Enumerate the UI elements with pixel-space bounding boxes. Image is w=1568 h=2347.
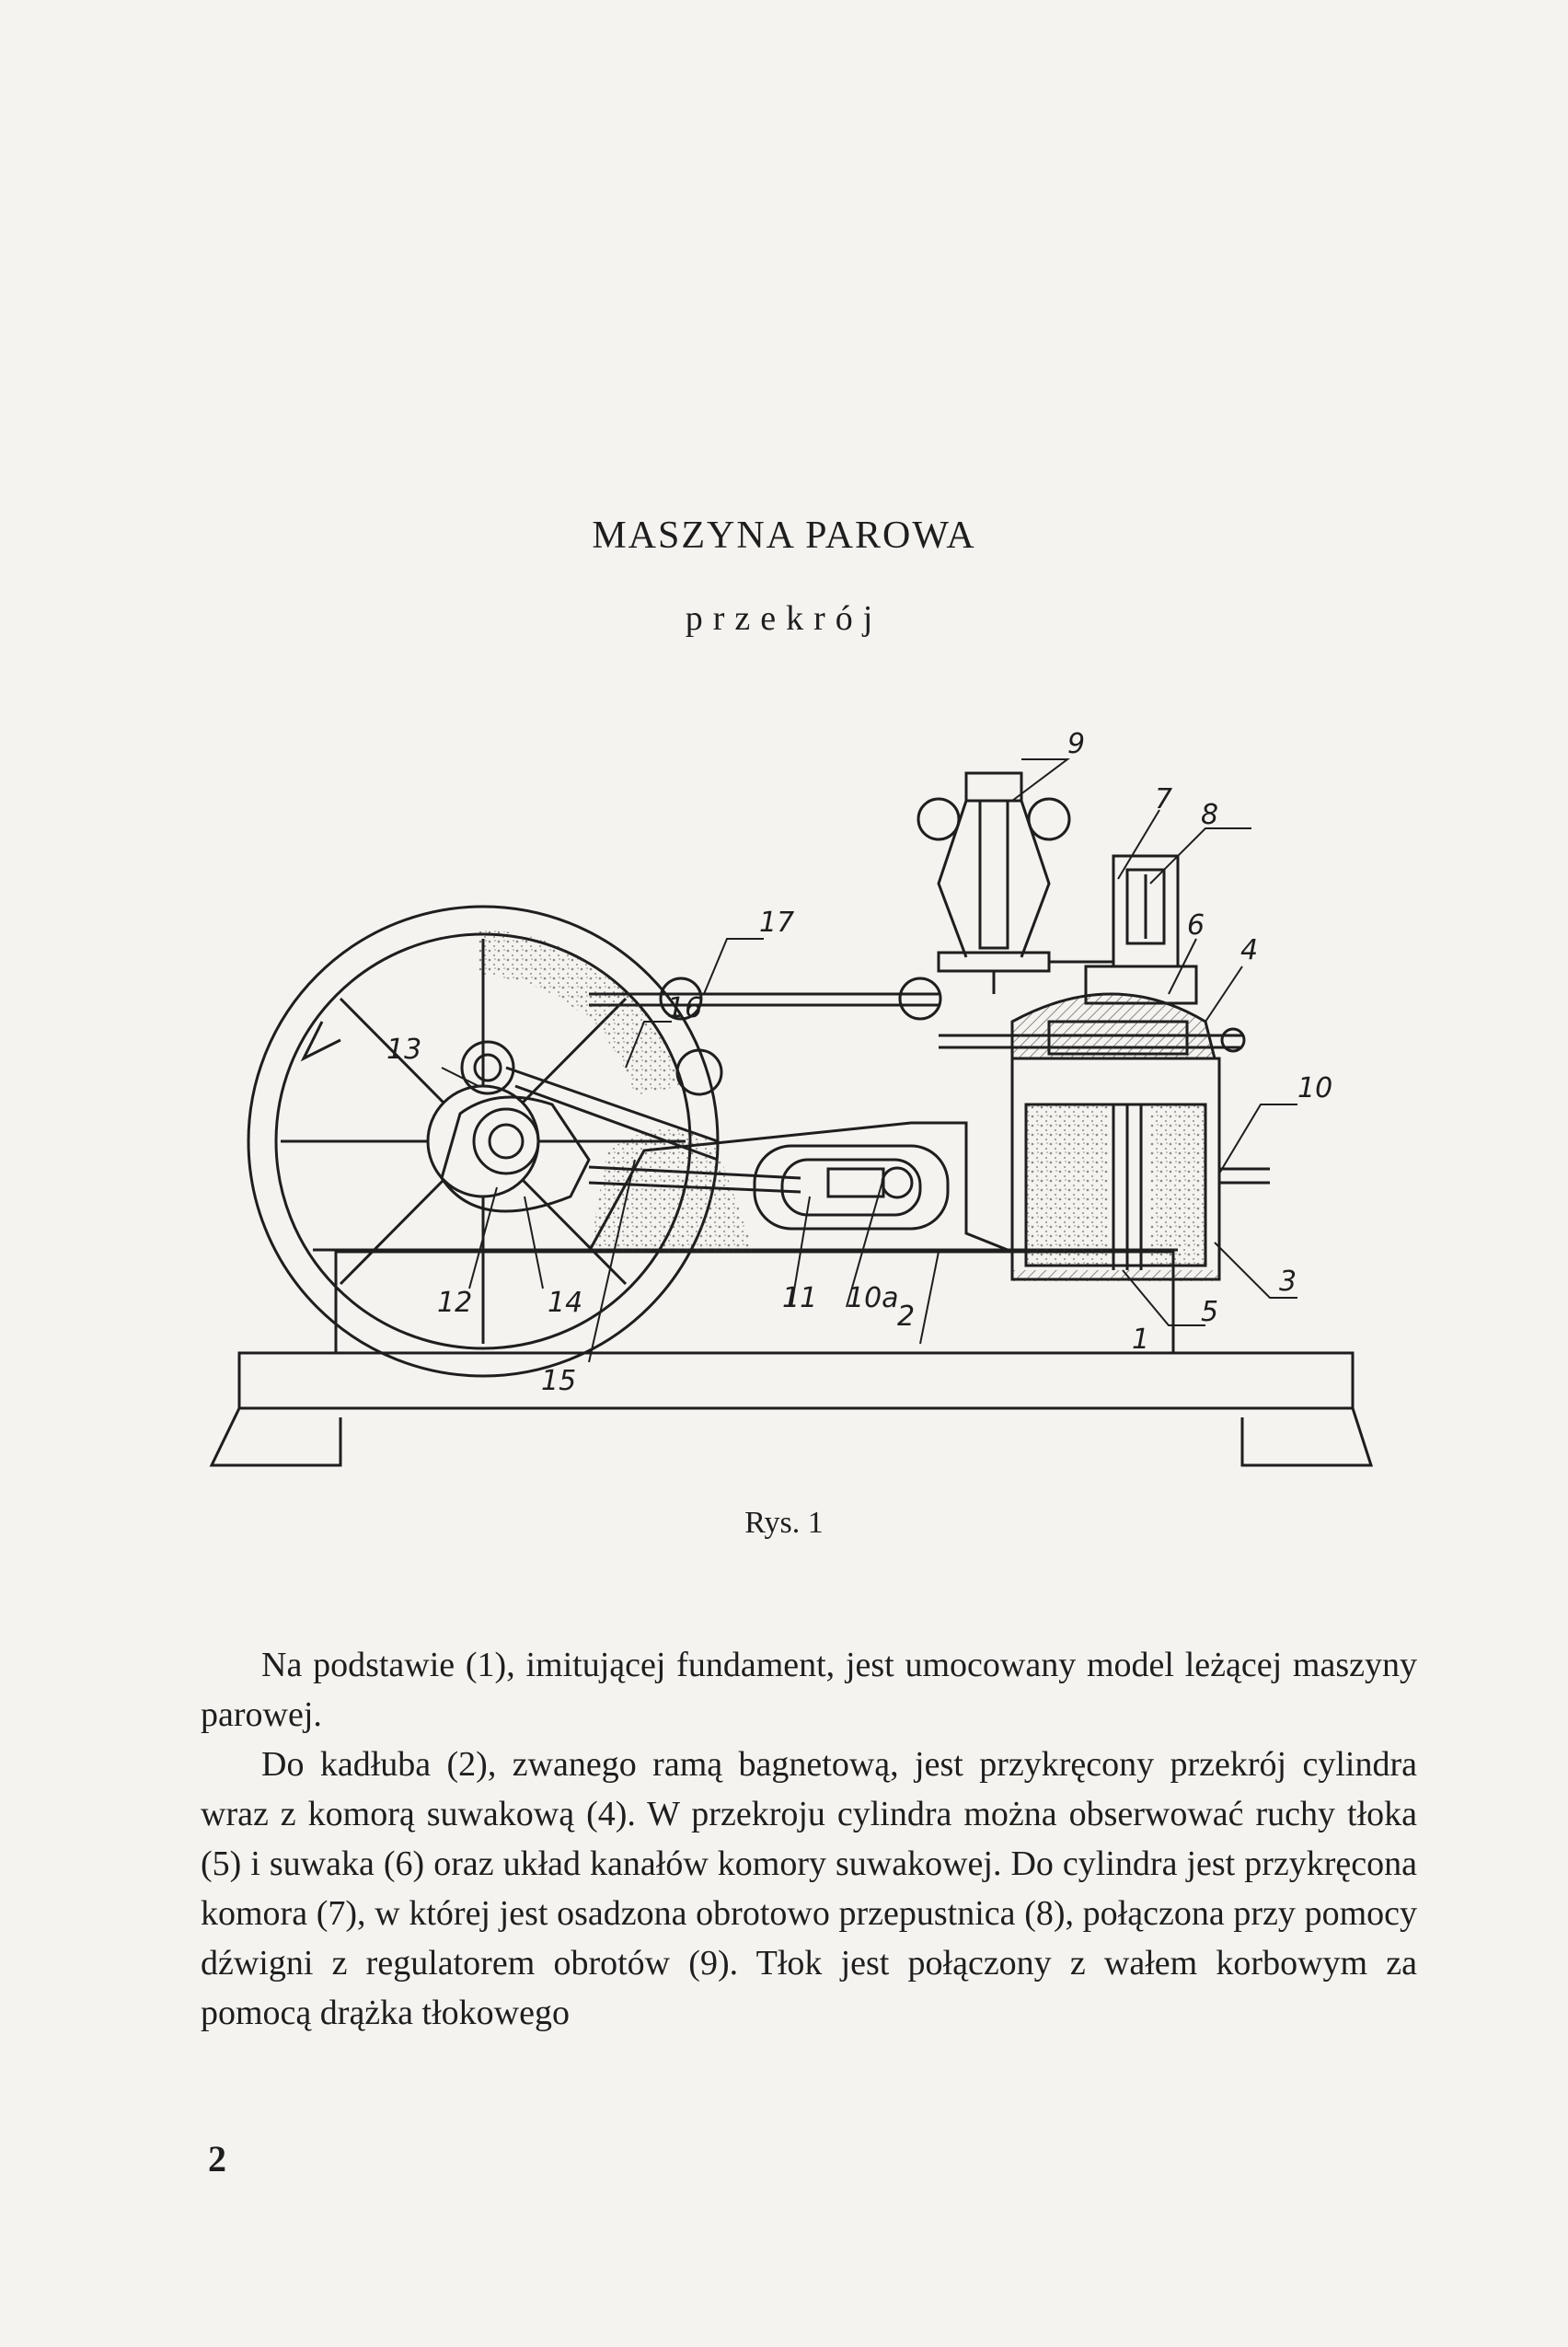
callout-12: 12	[437, 1287, 473, 1319]
page-title: MASZYNA PAROWA	[592, 514, 976, 557]
page-number: 2	[208, 2138, 226, 2179]
callout-11: 11	[782, 1282, 818, 1314]
callout-6: 6	[1187, 909, 1205, 942]
callout-13: 13	[386, 1034, 422, 1066]
callout-17: 17	[759, 907, 795, 939]
callout-3: 3	[1279, 1266, 1297, 1298]
callout-9: 9	[1067, 728, 1086, 760]
callout-5: 5	[1201, 1296, 1219, 1328]
figure-caption: Rys. 1	[744, 1506, 824, 1540]
base-plate	[239, 1353, 1353, 1408]
steam-engine-drawing	[202, 718, 1435, 1528]
callout-2: 2	[897, 1301, 916, 1333]
callout-10a: 10a	[847, 1282, 899, 1314]
steam-engine-figure	[202, 718, 1435, 1528]
callout-7: 7	[1155, 783, 1173, 815]
callout-4: 4	[1240, 934, 1259, 966]
body-text	[201, 1640, 1417, 2038]
paragraph-1: Na podstawie (1), imitującej fundament, jest umocowany model leżącej maszyny parowej.	[201, 1646, 1417, 1734]
callout-15: 15	[541, 1365, 577, 1397]
callout-8: 8	[1201, 799, 1219, 831]
governor	[966, 773, 1021, 801]
callout-10: 10	[1297, 1072, 1333, 1104]
callout-16: 16	[667, 992, 703, 1024]
paragraph-2: Do kadłuba (2), zwanego ramą bagnetową, jest przykręcony przekrój cylindra wraz z komorą suwakową (4). W przekroju cylindra można obserwować ruchy tłoka (5) i suwaka (6) oraz układ kanałów komory suwakowej. Do cylindra jest przykręcona komora (7), w której jest osadzona obrotowo przepustnica (8), połączona przy pomocy dźwigni z regulatorem obrotów (9). Tłok jest połączony z wałem korbowym za pomocą drążka tłokowego	[201, 1745, 1417, 2032]
page-subtitle: przekrój	[685, 599, 883, 638]
callout-14: 14	[548, 1287, 583, 1319]
callout-1: 1	[1132, 1324, 1150, 1356]
